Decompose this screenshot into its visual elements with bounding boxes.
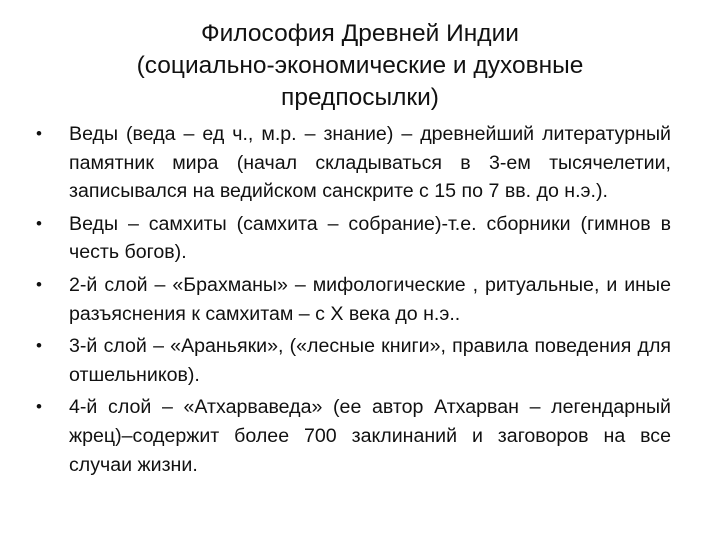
bullet-text: Веды – самхиты (самхита – собрание)-т.е. сборники (гимнов в честь богов).: [69, 212, 671, 264]
bullet-text: 3-й слой – «Араньяки», («лесные книги», правила поведения для отшельников).: [69, 335, 671, 386]
bullet-item: [36, 271, 671, 328]
bullet-text: 2-й слой – «Брахманы» – мифологические , ритуальные, и иные разъяснения к самхитам – с X века до н.э..: [69, 273, 671, 325]
title-line-3: предпосылки): [281, 84, 439, 111]
bullet-text: 4-й слой – «Атхарваведа» (ее автор Атхарван – легендарный жрец)–содержит более 700 заклинаний и заговоров на все случаи жизни.: [69, 396, 671, 476]
bullet-dot-icon: •: [36, 274, 42, 294]
bullet-item: [36, 393, 671, 479]
title-line-2: (социально-экономические и духовные: [136, 52, 584, 79]
bullet-dot-icon: •: [36, 336, 42, 356]
bullet-text: Веды (веда – ед ч., м.р. – знание) – древнейший литературный памятник мира (начал складываться в 3-ем тысячелетии, записывался на ведийском санскрите с 15 по 7 вв. до н.э.).: [69, 123, 671, 203]
bullet-item: [36, 120, 671, 206]
bullet-dot-icon: •: [36, 213, 42, 233]
slide-title: [40, 18, 680, 114]
bullet-item: [36, 332, 671, 389]
bullet-list: [36, 120, 671, 483]
bullet-dot-icon: •: [36, 397, 42, 417]
title-line-1: Философия Древней Индии: [201, 20, 519, 47]
bullet-dot-icon: •: [36, 124, 42, 143]
bullet-item: [36, 210, 671, 267]
